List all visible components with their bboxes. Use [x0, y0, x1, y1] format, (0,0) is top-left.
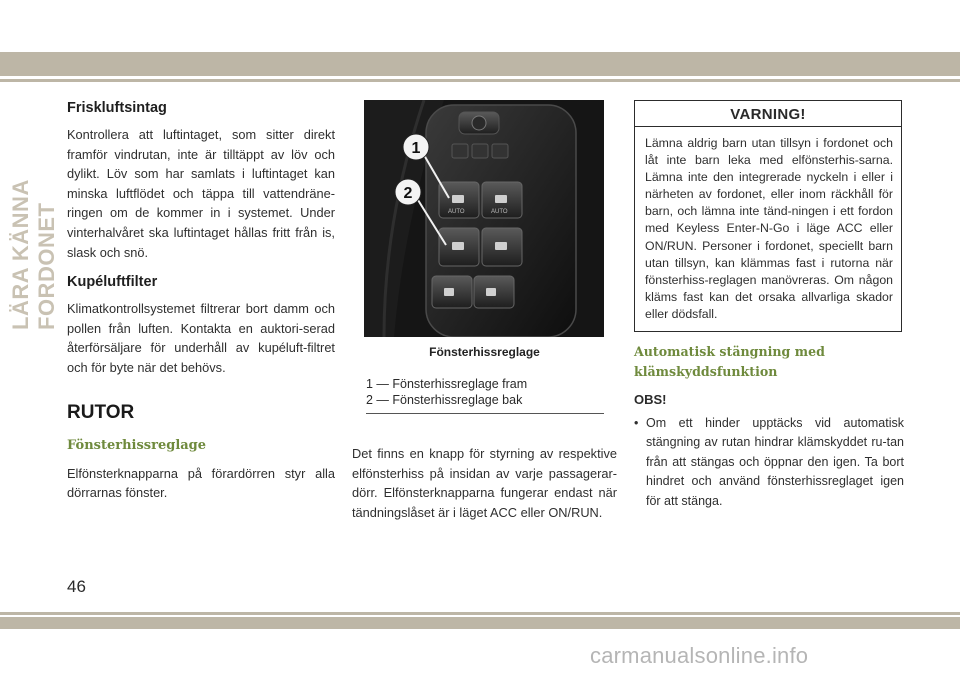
cabin-filter-heading: Kupéluftfilter: [67, 274, 158, 291]
watermark-text: carmanualsonline.info: [590, 643, 809, 668]
list-item: [634, 414, 904, 511]
auto-close-heading-line2: klämskyddsfunktion: [634, 364, 778, 380]
callout-2: 2: [403, 185, 413, 202]
figure-caption: Fönsterhissreglage: [429, 345, 540, 359]
auto-label-front-right: AUTO: [491, 209, 508, 215]
column-left: [67, 100, 335, 503]
bullet-text: Om ett hinder upptäcks vid automatisk stängning av rutan hindrar klämskyddet ru-tan från att stängas och öppnar den igen. Ta bort hindret och använd fönsterhissreglaget igen för att stänga.: [646, 416, 904, 508]
auto-close-heading: [634, 342, 904, 382]
warning-text: Lämna aldrig barn utan tillsyn i fordonet och låt inte barn leka med elfönsterhis-sarna. Lämna inte den integrerade nyckeln i eller i närheten av fordonet, eller inom räckhåll för barn, och lämna inte tänd-ningen i ett fordon med Keyless Enter-N-Go i läge ACC eller ON/RUN. Personer i fordonet, speciellt barn utan tillsyn, kan klämmas fast i rutorna när fönsterhiss-reglagen manövreras. Om någon kläms fast kan det orsaka allvarliga skador eller dödsfall.: [645, 136, 893, 321]
legend-item: 2 — Fönsterhissreglage bak: [366, 393, 523, 407]
chapter-side-tab: LÄRA KÄNNA FORDONET: [8, 179, 59, 330]
door-panel-illustration: [364, 100, 604, 337]
warning-title: VARNING!: [635, 101, 901, 127]
footer-rule: [0, 612, 960, 615]
footer-band: [0, 617, 960, 629]
figure-legend: [366, 376, 617, 408]
fresh-air-heading: Friskluftsintag: [67, 100, 167, 116]
window-controls-heading: Fönsterhissreglage: [67, 437, 207, 453]
page-number: 46: [67, 577, 86, 596]
header-rule: [0, 79, 960, 82]
window-controls-text: Elfönsterknapparna på förardörren styr alla dörrarnas fönster.: [67, 465, 335, 501]
legend-divider: [366, 413, 604, 414]
passenger-switch-text: Det finns en knapp för styrning av respektive elfönsterhiss på insidan av varje passagerar-dörr. Elfönsterknapparna fungerar endast när tändningslåset är i läget ACC eller ON/RUN.: [352, 446, 617, 520]
callout-1: 1: [411, 140, 421, 157]
header-band: [0, 52, 960, 76]
cabin-filter-text: Klimatkontrollsystemet filtrerar bort damm och pollen från luften. Kontakta en auktori-serad återförsäljare för underhåll av kupéluft-filtret och för byte när det behövs.: [67, 301, 335, 375]
auto-label-front-left: AUTO: [448, 209, 465, 215]
section-heading-windows: RUTOR: [67, 401, 135, 423]
note-heading: OBS!: [634, 392, 667, 408]
column-middle: [352, 100, 617, 522]
bullet-marker: •: [634, 416, 639, 431]
warning-box: [634, 100, 902, 332]
auto-close-heading-line1: Automatisk stängning med: [634, 344, 825, 360]
legend-item: 1 — Fönsterhissreglage fram: [366, 377, 528, 391]
column-right: [634, 100, 904, 511]
fresh-air-text: Kontrollera att luftintaget, som sitter direkt framför vindrutan, inte är tilltäppt av löv och dylikt. Löv som har samlats i luftintaget kan minska luftflödet och täppa till vattendräne-ringen om de kommer in i systemet. Under vinterhalvåret ska luftintaget hållas fritt från is, slask och snö.: [67, 127, 335, 260]
window-switch-photo: [364, 100, 604, 337]
